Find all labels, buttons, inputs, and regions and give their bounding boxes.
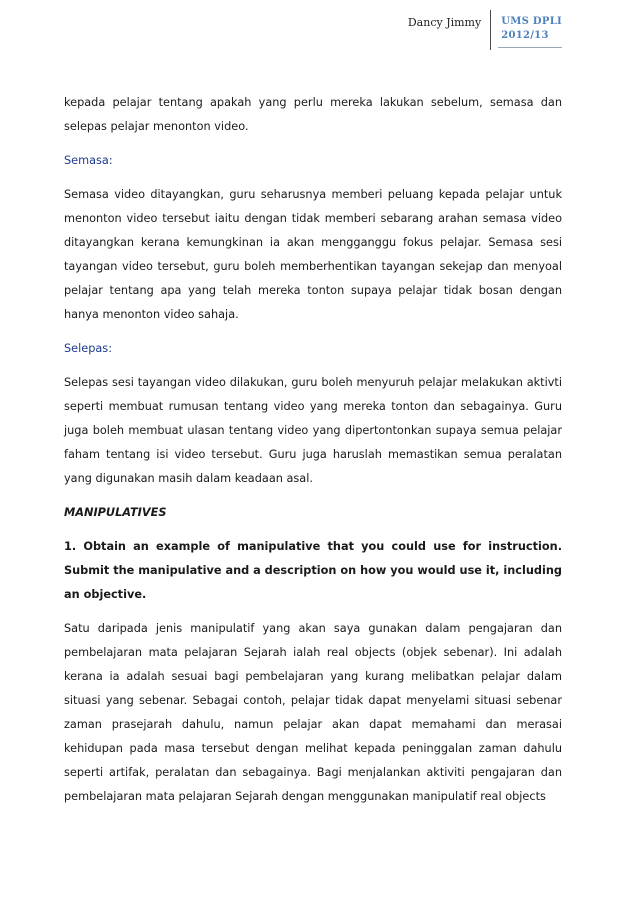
semasa-heading: Semasa: <box>64 154 113 167</box>
selepas-paragraph: Selepas sesi tayangan video dilakukan, guru boleh menyuruh pelajar melakukan aktivti seperti membuat rumusan tentang video yang mereka tonton dan sebagainya. Guru juga boleh membuat ulasan tentang video yang dipertontonkan supaya semua pelajar faham tentang isi video tersebut. Guru juga haruslah memastikan semua peralatan yang digunakan masih dalam keadaan asal. <box>64 376 562 485</box>
header-underline <box>498 47 562 48</box>
document-body <box>64 91 562 809</box>
question-paragraph: 1. Obtain an example of manipulative that you could use for instruction. Submit the manipulative and a description on how you would use it, including an objective. <box>64 540 563 601</box>
answer-paragraph: Satu daripada jenis manipulatif yang akan saya gunakan dalam pengajaran dan pembelajaran mata pelajaran Sejarah ialah real objects (objek sebenar). Ini adalah kerana ia adalah sesuai bagi pembelajaran yang kurang melibatkan pelajar dalam situasi yang sebenar. Sebagai contoh, pelajar tidak dapat menyelami situasi sebenar zaman prasejarah dahulu, namun pelajar akan dapat memahami dan merasai kehidupan pada masa tersebut dengan melihat kepada peninggalan zaman dahulu seperti artifak, peralatan dan sebagainya. Bagi menjalankan aktiviti pengajaran dan pembelajaran mata pelajaran Sejarah dengan menggunakan manipulatif real objects <box>64 622 562 803</box>
intro-paragraph: kepada pelajar tentang apakah yang perlu mereka lakukan sebelum, semasa dan selepas pelajar menonton video. <box>64 96 562 133</box>
selepas-heading: Selepas: <box>64 342 112 355</box>
header-author: Dancy Jimmy <box>407 16 482 29</box>
header-course-line2: 2012/13 <box>501 30 549 41</box>
section-heading: MANIPULATIVES <box>64 506 167 519</box>
header-course <box>491 10 562 43</box>
page-header <box>408 10 562 50</box>
header-course-line1: UMS DPLI <box>501 16 562 27</box>
semasa-paragraph: Semasa video ditayangkan, guru seharusnya memberi peluang kepada pelajar untuk menonton video tersebut iaitu dengan tidak memberi sebarang arahan semasa video ditayangkan kerana kemungkinan ia akan mengganggu fokus pelajar. Semasa sesi tayangan video tersebut, guru boleh memberhentikan tayangan sekejap dan menyoal pelajar tentang apa yang telah mereka tonton supaya pelajar tidak bosan dengan hanya menonton video sahaja. <box>64 188 562 321</box>
